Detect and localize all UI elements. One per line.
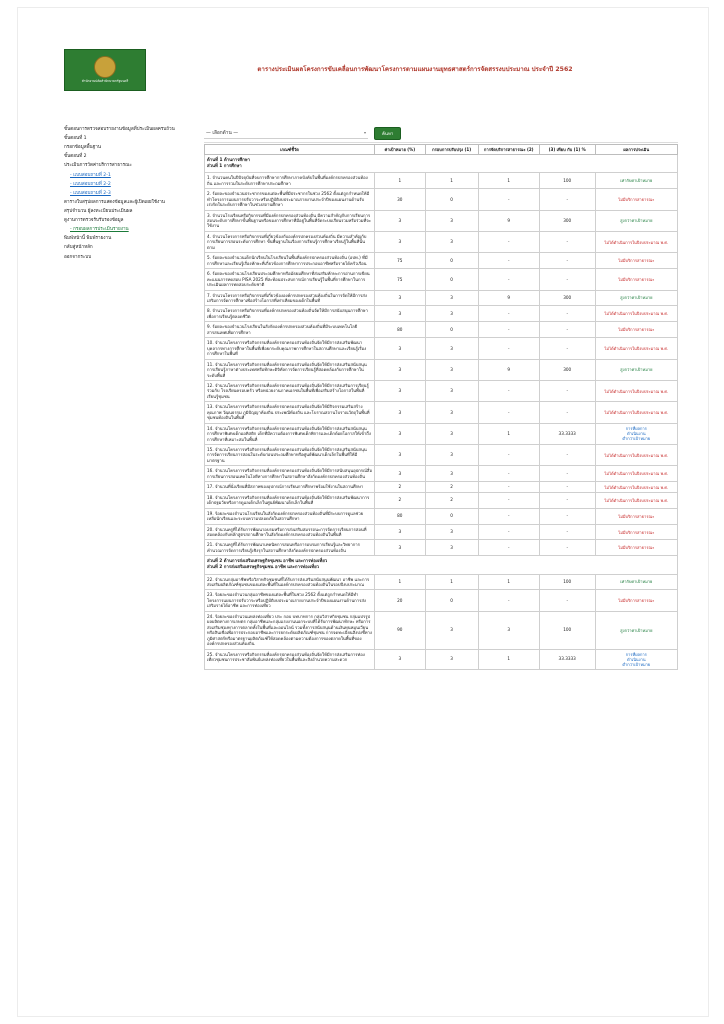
cell-indicator: 12. จำนวนโครงการหรือกิจกรรมที่องค์กรปกครองส่วนท้องถิ่นจัดให้มีการส่งเสริมการเรียนรู้ร่วมกับ โรงเรียนครอบครัว หรือหน่วยงานภาคเอกชนในพื้นที่เพื่อเสริมสร้างโอกาสในพื้นที่เรียนรู้ชุมชน bbox=[205, 380, 375, 401]
cell-ratio: 100 bbox=[539, 173, 595, 189]
cell-result: การที่ผลการ ดำเนินงาน ต่ำกว่าเป้าหมาย bbox=[595, 649, 677, 669]
table-row bbox=[205, 540, 678, 556]
cell-baseline: 3 bbox=[425, 611, 478, 649]
cell-ratio: - bbox=[539, 380, 595, 401]
cell-baseline: 0 bbox=[425, 508, 478, 524]
cell-baseline: 3 bbox=[425, 359, 478, 380]
cell-indicator: 21. จำนวนครูที่ได้รับการพัฒนาเทคนิคการสอนหรือการอบรมการเรียนรู้และวิทยาการคำนวณการจัดการเรียนรู้เชิงรุกในสถานศึกษาสังกัดองค์กรปกครองส่วนท้องถิ่น bbox=[205, 540, 375, 556]
sidebar-item-1: ขั้นตอนที่ 1 bbox=[64, 136, 87, 142]
cell-result: ไม่ได้ดำเนินการในปีงบประมาณ พ.ศ. bbox=[595, 306, 677, 322]
cell-service: - bbox=[478, 492, 539, 508]
cell-baseline: 0 bbox=[425, 189, 478, 210]
col-target: ค่าเป้าหมาย (%) bbox=[375, 145, 425, 155]
cell-baseline: 3 bbox=[425, 540, 478, 556]
cell-baseline: 3 bbox=[425, 524, 478, 540]
table-row bbox=[205, 402, 678, 423]
table-row bbox=[205, 359, 678, 380]
cell-result: ไม่ได้ดำเนินการในปีงบประมาณ พ.ศ. bbox=[595, 380, 677, 401]
garuda-seal-icon bbox=[94, 56, 116, 78]
cell-service: - bbox=[478, 540, 539, 556]
cell-ratio: 33.3333 bbox=[539, 649, 595, 669]
cell-target: 3 bbox=[375, 380, 425, 401]
cell-result: เท่ากับค่าเป้าหมาย bbox=[595, 173, 677, 189]
cell-target: 75 bbox=[375, 269, 425, 290]
cell-indicator: 25. จำนวนโครงการหรือกิจกรรมที่องค์กรปกครองส่วนท้องถิ่นจัดให้มีการส่งเสริมการท่องเที่ยวชุมชนการประชาสัมพันธ์แหล่งท่องเที่ยวในพื้นที่และสิ่งอำนวยความสะดวก bbox=[205, 649, 375, 669]
cell-indicator: 15. จำนวนโครงการหรือกิจกรรมที่องค์กรปกครองส่วนท้องถิ่นจัดให้มีการส่งเสริมสนับสนุนการจัดการเรียนการสอนในระดับก่อนประถมศึกษาหรือศูนย์พัฒนาเด็กเล็กในพื้นที่ให้มีมาตรฐาน bbox=[205, 445, 375, 466]
section-title-main: ด้านที่ 1 ด้านการศึกษา bbox=[207, 158, 250, 164]
cell-result: ไม่ได้ดำเนินการในปีงบประมาณ พ.ศ. bbox=[595, 482, 677, 492]
cell-ratio: - bbox=[539, 508, 595, 524]
cell-target: 3 bbox=[375, 290, 425, 306]
document-sheet bbox=[18, 8, 708, 1016]
cell-baseline: 3 bbox=[425, 466, 478, 482]
cell-indicator: 1. จำนวนคนในปีปัจจุบันที่จบการศึกษาการศึกษาภาคบังคับในพื้นที่องค์กรปกครองส่วนท้องถิ่น และการรวมในระดับการศึกษาประถมศึกษา bbox=[205, 173, 375, 189]
cell-result: ไม่มีบริการสาธารณะ bbox=[595, 269, 677, 290]
cell-service: 9 bbox=[478, 290, 539, 306]
section-title bbox=[205, 556, 678, 574]
cell-result: ไม่ได้ดำเนินการในปีงบประมาณ พ.ศ. bbox=[595, 231, 677, 252]
cell-result: ไม่มีบริการสาธารณะ bbox=[595, 508, 677, 524]
cell-ratio: - bbox=[539, 492, 595, 508]
document-header bbox=[64, 50, 678, 90]
cell-ratio: - bbox=[539, 540, 595, 556]
cell-baseline: 3 bbox=[425, 649, 478, 669]
cell-indicator: 13. จำนวนโครงการหรือกิจกรรมที่องค์กรปกครองส่วนท้องถิ่นจัดให้มีกิจกรรมเสริมสร้างคุณภาพ วัฒนธรรม ภูมิปัญญาท้องถิ่น ประเพณีท้องถิ่น และโบราณสถานโบราณวัตถุในพื้นที่ชุมชนท้องถิ่นในพื้นที่ bbox=[205, 402, 375, 423]
cell-service: 1 bbox=[478, 574, 539, 590]
toolbar bbox=[204, 124, 678, 143]
category-select-value: — เลือกด้าน — bbox=[206, 130, 239, 136]
cell-service: - bbox=[478, 482, 539, 492]
table-row bbox=[205, 231, 678, 252]
cell-target: 3 bbox=[375, 402, 425, 423]
cell-result: ไม่มีบริการสาธารณะ bbox=[595, 189, 677, 210]
cell-target: 30 bbox=[375, 189, 425, 210]
evaluation-table bbox=[204, 144, 678, 670]
cell-service: - bbox=[478, 322, 539, 338]
cell-target: 3 bbox=[375, 423, 425, 444]
cell-ratio: 100 bbox=[539, 574, 595, 590]
cell-target: 2 bbox=[375, 492, 425, 508]
cell-baseline: 3 bbox=[425, 338, 478, 359]
cell-ratio: - bbox=[539, 231, 595, 252]
cell-target: 3 bbox=[375, 540, 425, 556]
table-row bbox=[205, 306, 678, 322]
section-header-row bbox=[205, 556, 678, 574]
cell-indicator: 8. จำนวนโครงการหรือกิจกรรมที่องค์กรปกครองส่วนท้องถิ่นจัดให้มีการสนับสนุนการศึกษาเพื่อการเรียนรู้ตลอดชีวิต bbox=[205, 306, 375, 322]
cell-target: 3 bbox=[375, 466, 425, 482]
table-row bbox=[205, 210, 678, 231]
cell-baseline: 3 bbox=[425, 445, 478, 466]
col-baseline: กรอบการปรับปรุง (1) bbox=[425, 145, 478, 155]
cell-baseline: 0 bbox=[425, 269, 478, 290]
cell-target: 3 bbox=[375, 359, 425, 380]
cell-result: ไม่ได้ดำเนินการในปีงบประมาณ พ.ศ. bbox=[595, 338, 677, 359]
cell-service: - bbox=[478, 402, 539, 423]
cell-ratio: - bbox=[539, 253, 595, 269]
sidebar bbox=[64, 126, 184, 263]
table-head bbox=[205, 145, 678, 155]
cell-target: 75 bbox=[375, 253, 425, 269]
sidebar-item-12: พิมพ์หน้านี้ พิมพ์รายงาน bbox=[64, 236, 112, 242]
cell-result: ไม่มีบริการสาธารณะ bbox=[595, 253, 677, 269]
section-header-row bbox=[205, 155, 678, 173]
cell-ratio: 300 bbox=[539, 290, 595, 306]
category-select[interactable] bbox=[204, 128, 368, 139]
table-row bbox=[205, 290, 678, 306]
cell-baseline: 3 bbox=[425, 210, 478, 231]
sidebar-item-14: ออกจากระบบ bbox=[64, 254, 92, 260]
sidebar-item-6[interactable]: - แบบสอบถามที่ 2-2 bbox=[70, 181, 111, 187]
cell-indicator: 24. ร้อยละของจำนวนแหล่งท่องเที่ยว ประ กอบ บทบาทการ กลุ่มวิสาหกิจชุมชน กลุ่มแปรรูปผลผลิตทางการเกษตร กลุ่มอาชีพและกลุ่มแรงงานนอกระบบที่ได้รับการพัฒนาทักษะ หรือการส่งเสริมช่องทางการตลาดทั้งในพื้นที่และออนไลน์ รวมทั้งการสนับสนุนด้านเงินทุนหมุนเวียนหรือสินเชื่อเพื่อการประกอบอาชีพและการยกระดับผลิตภัณฑ์ชุมชน การจดทะเบียนสิ่งบ่งชี้ทางภูมิศาสตร์หรือมาตรฐานผลิตภัณฑ์ให้สอดคล้องตามความต้องการของตลาดในพื้นที่ขององค์กรปกครองส่วนท้องถิ่น bbox=[205, 611, 375, 649]
cell-ratio: - bbox=[539, 402, 595, 423]
cell-baseline: 3 bbox=[425, 380, 478, 401]
cell-ratio: 300 bbox=[539, 210, 595, 231]
cell-baseline: 3 bbox=[425, 231, 478, 252]
table-row bbox=[205, 574, 678, 590]
cell-result: ไม่ได้ดำเนินการในปีงบประมาณ พ.ศ. bbox=[595, 492, 677, 508]
table-row bbox=[205, 482, 678, 492]
sidebar-item-5[interactable]: - แบบสอบถามที่ 2-1 bbox=[70, 172, 111, 178]
cell-indicator: 20. จำนวนครูที่ได้รับการพัฒนาอบรมหรือการส่งเสริมสมรรถนะการจัดการเรียนการสอนที่สอดคล้องกับหลักสูตรสถานศึกษาในสังกัดองค์กรปกครองส่วนท้องถิ่นในพื้นที่ bbox=[205, 524, 375, 540]
sidebar-item-13: กลับสู่หน้าหลัก bbox=[64, 245, 93, 251]
cell-result: สูงกว่าค่าเป้าหมาย bbox=[595, 290, 677, 306]
cell-indicator: 3. จำนวนโรงเรียนหรือกิจกรรมที่มีองค์กรปกครองส่วนท้องถิ่น มีความสำคัญกับการเรียนการสอนระดับการศึกษาขั้นพื้นฐานหรือของการศึกษาที่มีอยู่ในพื้นที่จัดระบบเรียนรวมหรือร่วมที่จะใช้งาน bbox=[205, 210, 375, 231]
sidebar-item-10: ดูงานการตรวจรับรับรองข้อมูล bbox=[64, 218, 124, 224]
cell-baseline: 0 bbox=[425, 253, 478, 269]
cell-service: 1 bbox=[478, 423, 539, 444]
cell-result: ไม่ได้ดำเนินการในปีงบประมาณ พ.ศ. bbox=[595, 402, 677, 423]
cell-indicator: 7. จำนวนโครงการหรือกิจกรรมที่เกี่ยวข้ององค์กรปกครองส่วนท้องถิ่นในการจัดให้มีการส่งเสริมการจัดการศึกษาเพื่อสร้างโอกาสที่เท่าเทียมของเด็กในพื้นที่ bbox=[205, 290, 375, 306]
cell-baseline: 0 bbox=[425, 322, 478, 338]
cell-indicator: 19. ร้อยละของจำนวนโรงเรียนในสังกัดองค์กรปกครองส่วนท้องถิ่นที่มีระบบการดูแลช่วยเหลือนักเรียนและระบบความปลอดภัยในสถานศึกษา bbox=[205, 508, 375, 524]
cell-target: 1 bbox=[375, 173, 425, 189]
cell-service: - bbox=[478, 269, 539, 290]
cell-ratio: - bbox=[539, 524, 595, 540]
cell-result: การที่ผลการ ดำเนินงาน ต่ำกว่าเป้าหมาย bbox=[595, 423, 677, 444]
sidebar-item-3: ขั้นตอนที่ 2 bbox=[64, 154, 87, 160]
cell-target: 90 bbox=[375, 611, 425, 649]
cell-baseline: 1 bbox=[425, 574, 478, 590]
cell-indicator: 17. จำนวนที่นั่งเรียนที่มีสภาพของอุปกรณ์การเรียนการศึกษาพร้อมใช้งานในสถานศึกษา bbox=[205, 482, 375, 492]
cell-result: ไม่มีบริการสาธารณะ bbox=[595, 540, 677, 556]
sidebar-item-8: ตารางใบสรุปผลการแสดงข้อมูลและผู้เปิดเผยใช้งาน bbox=[64, 199, 165, 205]
cell-ratio: - bbox=[539, 445, 595, 466]
section-subtitle: ส่วนที่ 2 การส่งเสริมเศรษฐกิจชุมชน อาชีพ และการท่องเที่ยว bbox=[207, 564, 319, 570]
cell-target: 2 bbox=[375, 482, 425, 492]
cell-result: ไม่มีบริการสาธารณะ bbox=[595, 590, 677, 611]
table-row bbox=[205, 380, 678, 401]
table-row bbox=[205, 269, 678, 290]
cell-indicator: 16. จำนวนโครงการหรือกิจกรรมที่องค์กรปกครองส่วนท้องถิ่นจัดให้มีการสนับสนุนอุปกรณ์สื่อการเรียนการสอนเทคโนโลยีทางการศึกษาในสถานศึกษาสังกัดองค์กรปกครองส่วนท้องถิ่น bbox=[205, 466, 375, 482]
cell-ratio: - bbox=[539, 466, 595, 482]
cell-target: 3 bbox=[375, 306, 425, 322]
agency-logo-label: สำนักงานปลัดสำนักนายกรัฐมนตรี bbox=[81, 79, 129, 84]
col-indicator: เกณฑ์ชี้วัด bbox=[205, 145, 375, 155]
cell-ratio: 33.3333 bbox=[539, 423, 595, 444]
cell-service: - bbox=[478, 380, 539, 401]
cell-result: เท่ากับค่าเป้าหมาย bbox=[595, 574, 677, 590]
cell-service: 9 bbox=[478, 210, 539, 231]
cell-indicator: 6. ร้อยละของจำนวนโรงเรียนประถมศึกษาหรือมัธยมศึกษาที่ส่งเสริมทักษะการอ่านการเขียนคะแนนการทดสอบ PISA 2025 ที่สะท้อนประสบการณ์การเรียนรู้ในพื้นที่การศึกษาในการประเมินผลการทดสอบระดับชาติ bbox=[205, 269, 375, 290]
cell-service: - bbox=[478, 445, 539, 466]
table-row bbox=[205, 524, 678, 540]
cell-ratio: - bbox=[539, 269, 595, 290]
cell-indicator: 11. จำนวนโครงการหรือกิจกรรมที่องค์กรปกครองส่วนท้องถิ่นจัดให้มีการส่งเสริมสนับสนุนการเรียนรู้ภาษาต่างประเทศหรือทักษะดิจิทัลการจัดการเรียนรู้ที่สอดคล้องกับการศึกษาในระดับพื้นที่ bbox=[205, 359, 375, 380]
cell-service: - bbox=[478, 338, 539, 359]
cell-service: 3 bbox=[478, 611, 539, 649]
cell-ratio: - bbox=[539, 590, 595, 611]
cell-result: สูงกว่าค่าเป้าหมาย bbox=[595, 210, 677, 231]
cell-baseline: 2 bbox=[425, 482, 478, 492]
table-row bbox=[205, 173, 678, 189]
cell-service: 1 bbox=[478, 649, 539, 669]
cell-indicator: 4. จำนวนโครงการหรือกิจกรรมที่เกี่ยวข้องกับองค์กรปกครองส่วนท้องถิ่น มีความสำคัญกับการเรียนการสอนระดับการศึกษา ขั้นพื้นฐานในเรื่องการเรียนรู้การศึกษาเรียนรู้ในพื้นที่นั้นตาม bbox=[205, 231, 375, 252]
cell-indicator: 23. ร้อยละของจำนวนกลุ่มอาชีพของแต่ละพื้นที่ในช่วง 2562 ตั้งแต่ถูกกำหนดให้มีทำโครงการแผนการปรับวาระหรือปฏิบัติงบประมาณรายงานประจำปีของแผนงานด้านการส่งเสริมรายได้อาชีพ และการท่องเที่ยว bbox=[205, 590, 375, 611]
cell-indicator: 5. ร้อยละของจำนวนเด็กนักเรียนในโรงเรียนในพื้นที่องค์กรปกครองส่วนท้องถิ่น (อปท.) ที่มีการศึกษาและเรียนรู้เรื่องทักษะที่เกี่ยวข้องการศึกษาการประกอบอาชีพหรือรายได้ครัวเรือน bbox=[205, 253, 375, 269]
table-header-row bbox=[205, 145, 678, 155]
table-row bbox=[205, 445, 678, 466]
col-ratio: (3) เทียบ กับ (1) % bbox=[539, 145, 595, 155]
cell-target: 3 bbox=[375, 210, 425, 231]
table-row bbox=[205, 466, 678, 482]
cell-service: - bbox=[478, 466, 539, 482]
table-row bbox=[205, 423, 678, 444]
cell-indicator: 9. ร้อยละของจำนวนโรงเรียนในสังกัดองค์กรปกครองส่วนท้องถิ่นที่มีระบบเทคโนโลยีสารสนเทศเพื่อการศึกษา bbox=[205, 322, 375, 338]
cell-service: - bbox=[478, 508, 539, 524]
table-body bbox=[205, 155, 678, 669]
cell-indicator: 2. ร้อยละของจำนวนประชากรของแต่ละพื้นที่มีประชากรในช่วง 2562 ตั้งแต่ถูกกำหนดให้มีทำโครงการแผนการปรับวาระหรือปฏิบัติงบประมาณรายงานประจำปีของแผนงานด้านรับเร่งรัดในระดับการศึกษาในช่วงสถานศึกษา bbox=[205, 189, 375, 210]
table-row bbox=[205, 253, 678, 269]
section-title bbox=[205, 155, 678, 173]
sidebar-item-2: กรอกข้อมูลพื้นฐาน bbox=[64, 145, 101, 151]
cell-ratio: - bbox=[539, 322, 595, 338]
section-title-main: ส่วนที่ 2 ด้านการส่งเสริมเศรษฐกิจชุมชน อาชีพ และการท่องเที่ยว bbox=[207, 559, 328, 565]
cell-service: 9 bbox=[478, 359, 539, 380]
page-title: ตารางประเมินผลโครงการขับเคลื่อนการพัฒนาโครงการตามแผนงานยุทธศาสตร์การจัดสรรงบประมาณ ประจำปี 2562 bbox=[257, 65, 573, 73]
cell-baseline: 3 bbox=[425, 402, 478, 423]
cell-target: 3 bbox=[375, 231, 425, 252]
cell-ratio: 100 bbox=[539, 611, 595, 649]
cell-target: 80 bbox=[375, 322, 425, 338]
table-row bbox=[205, 492, 678, 508]
cell-target: 3 bbox=[375, 445, 425, 466]
table-row bbox=[205, 649, 678, 669]
cell-ratio: - bbox=[539, 306, 595, 322]
col-service: การจัดบริการสาธารณะ (2) bbox=[478, 145, 539, 155]
cell-target: 3 bbox=[375, 649, 425, 669]
cell-ratio: - bbox=[539, 482, 595, 492]
cell-result: ไม่ได้ดำเนินการในปีงบประมาณ พ.ศ. bbox=[595, 445, 677, 466]
cell-target: 1 bbox=[375, 574, 425, 590]
agency-logo bbox=[64, 49, 146, 91]
table-row bbox=[205, 590, 678, 611]
cell-service: - bbox=[478, 231, 539, 252]
cell-baseline: 3 bbox=[425, 423, 478, 444]
cell-service: - bbox=[478, 590, 539, 611]
cell-indicator: 14. จำนวนโครงการหรือกิจกรรมที่องค์กรปกครองส่วนท้องถิ่นจัดให้มีการส่งเสริมสนับสนุนการศึกษาพิเศษเด็กออทิสติก เด็กที่มีความต้องการพิเศษเด็กพิการและเด็กด้อยโอกาสให้เข้าถึงการศึกษาที่เหมาะสมในพื้นที่ bbox=[205, 423, 375, 444]
cell-target: 3 bbox=[375, 338, 425, 359]
cell-service: - bbox=[478, 253, 539, 269]
cell-result: ไม่มีบริการสาธารณะ bbox=[595, 524, 677, 540]
cell-service: 1 bbox=[478, 173, 539, 189]
cell-baseline: 3 bbox=[425, 290, 478, 306]
sidebar-item-0: ขั้นตอนการตรวจสอบรายงานข้อมูลที่ประเมินผลครบถ้วน bbox=[64, 127, 175, 132]
cell-service: - bbox=[478, 189, 539, 210]
table-row bbox=[205, 611, 678, 649]
cell-target: 20 bbox=[375, 590, 425, 611]
cell-ratio: - bbox=[539, 189, 595, 210]
cell-result: ไม่ได้ดำเนินการในปีงบประมาณ พ.ศ. bbox=[595, 466, 677, 482]
cell-service: - bbox=[478, 306, 539, 322]
search-button[interactable]: ค้นหา bbox=[374, 127, 401, 140]
cell-baseline: 0 bbox=[425, 590, 478, 611]
sidebar-item-9: สรุปจำนวน ผู้ลงทะเบียนประเมินผล bbox=[64, 208, 133, 214]
table-row bbox=[205, 189, 678, 210]
cell-target: 3 bbox=[375, 524, 425, 540]
cell-ratio: - bbox=[539, 338, 595, 359]
cell-ratio: 300 bbox=[539, 359, 595, 380]
table-row bbox=[205, 322, 678, 338]
cell-indicator: 10. จำนวนโครงการหรือกิจกรรมที่องค์กรปกครองส่วนท้องถิ่นจัดให้มีการส่งเสริมพัฒนาบุคลากรทางการศึกษาในพื้นที่เพื่อยกระดับคุณภาพการศึกษาในสถานศึกษาและเรียนรู้เรื่องการศึกษาในพื้นที่ bbox=[205, 338, 375, 359]
sidebar-item-11[interactable]: - กรอบผลการประเมินรายงาน bbox=[70, 227, 129, 233]
sidebar-item-7[interactable]: - แบบสอบถามที่ 2-3 bbox=[70, 190, 111, 196]
cell-baseline: 2 bbox=[425, 492, 478, 508]
col-result: ผลการประเมิน bbox=[595, 145, 677, 155]
cell-indicator: 18. จำนวนโครงการหรือกิจกรรมที่องค์กรปกครองส่วนท้องถิ่นจัดให้มีการส่งเสริมพัฒนาการเด็กปฐมวัยหรือการดูแลเด็กเล็กในศูนย์พัฒนาเด็กเล็กในพื้นที่ bbox=[205, 492, 375, 508]
cell-result: ไม่มีบริการสาธารณะ bbox=[595, 322, 677, 338]
cell-result: สูงกว่าค่าเป้าหมาย bbox=[595, 611, 677, 649]
cell-target: 80 bbox=[375, 508, 425, 524]
table-row bbox=[205, 508, 678, 524]
cell-result: สูงกว่าค่าเป้าหมาย bbox=[595, 359, 677, 380]
chevron-down-icon: ▾ bbox=[363, 130, 366, 135]
cell-baseline: 1 bbox=[425, 173, 478, 189]
table-row bbox=[205, 338, 678, 359]
section-subtitle: ส่วนที่ 1 การศึกษา bbox=[207, 163, 242, 169]
cell-indicator: 22. จำนวนกลุ่มอาชีพหรือวิสาหกิจชุมชนที่ได้รับการส่งเสริมสนับสนุนพัฒนา อาชีพ และการส่งเสริมผลิตภัณฑ์ชุมชนของแต่ละพื้นที่ในองค์กรปกครองส่วนท้องถิ่นในรอบปีงบประมาณ bbox=[205, 574, 375, 590]
cell-service: - bbox=[478, 524, 539, 540]
cell-baseline: 3 bbox=[425, 306, 478, 322]
sidebar-item-4: ประเมินการวัดค่าบริการสาธารณะ bbox=[64, 163, 132, 169]
